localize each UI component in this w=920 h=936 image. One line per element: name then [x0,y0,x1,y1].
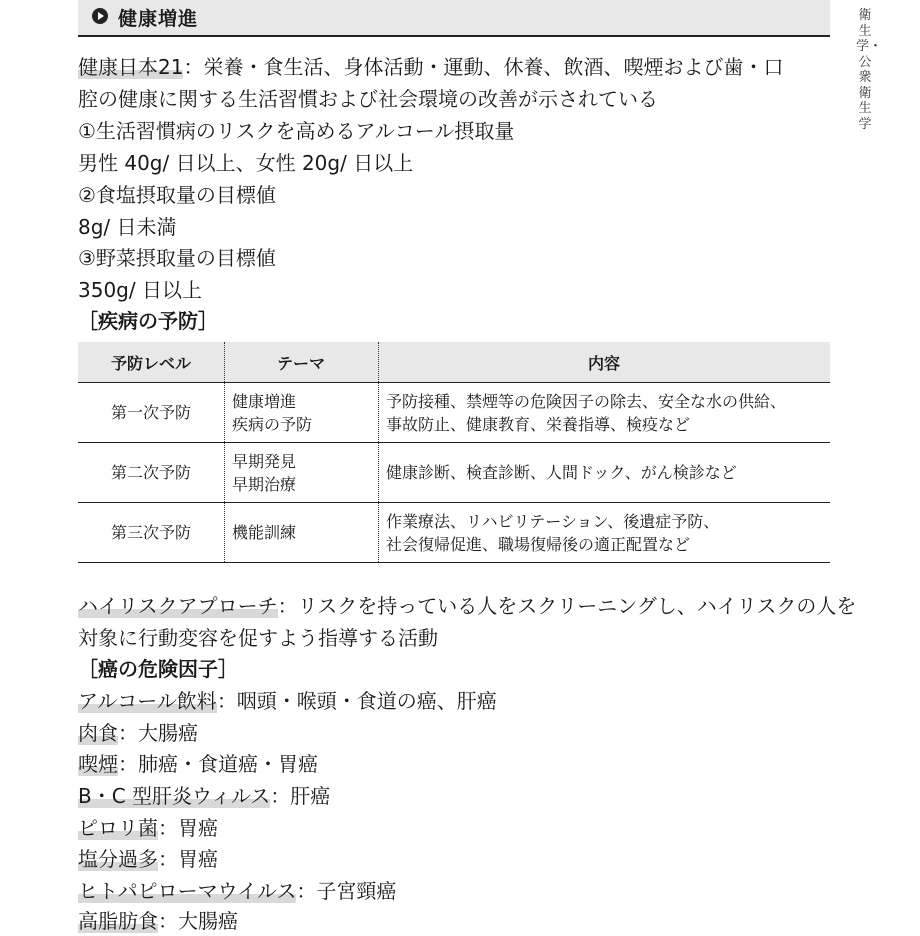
desc: ：大腸癌 [118,721,198,745]
list-item [78,876,396,906]
content-line: 作業療法、リハビリテーション、後遺症予防、 [386,511,720,531]
table-header-row [78,342,830,383]
cell-content [379,383,831,443]
header-level: 予防レベル [78,342,225,383]
desc: ：咽頭・喉頭・食道の癌、肝癌 [216,689,497,713]
cell-content [379,443,831,503]
header-content: 内容 [379,342,831,383]
salt-label: ②食塩摂取量の目標値 [78,183,276,207]
cancer-heading: ［癌の危険因子］ [78,657,238,681]
table-row-primary [78,383,830,443]
high-risk-line-1 [78,591,856,621]
play-circle-icon [92,8,108,24]
term: 高脂肪食 [78,909,158,933]
cell-level: 第二次予防 [78,443,225,503]
cell-level: 第三次予防 [78,503,225,563]
content-line: 健康診断、検査診断、人間ドック、がん検診など [386,463,737,482]
alcohol-value: 男性 40g/ 日以上、女性 20g/ 日以上 [78,151,414,175]
vegetable-label: ③野菜摂取量の目標値 [78,246,276,270]
intro-line-1 [78,52,783,82]
list-item [78,906,238,936]
theme-line: 機能訓練 [232,523,297,542]
desc: ：肝癌 [270,784,331,808]
cell-content [379,503,831,563]
high-risk-line-2: 対象に行動変容を促すよう指導する活動 [78,626,438,650]
list-item [78,813,218,843]
prevention-table [78,342,830,563]
cell-theme [225,443,379,503]
term: 塩分過多 [78,847,158,871]
table-row-tertiary [78,503,830,563]
cell-theme [225,503,379,563]
section-header [78,0,830,37]
list-item [78,686,497,716]
intro-line-1-text: ：栄養・食生活、身体活動・運動、休養、飲酒、喫煙および歯・口 [183,55,784,79]
theme-line: 健康増進 [232,391,297,411]
intro-line-2: 腔の健康に関する生活習慣および社会環境の改善が示されている [78,87,658,111]
desc: ：肺癌・食道癌・胃癌 [118,752,318,776]
content-line: 社会復帰促進、職場復帰後の適正配置など [386,534,691,554]
list-item [78,718,198,748]
term-kenko-nippon-21: 健康日本21 [78,55,184,79]
term: ヒトパピローマウイルス [78,879,297,903]
high-risk-line-1-text: ：リスクを持っている人をスクリーニングし、ハイリスクの人を [277,594,857,618]
alcohol-label: ①生活習慣病のリスクを高めるアルコール摂取量 [78,119,515,143]
term: 肉食 [78,721,118,745]
theme-line: 疾病の予防 [232,414,313,434]
content-line: 事故防止、健康教育、栄養指導、検疫など [386,414,691,434]
section-title: 健康増進 [118,8,199,30]
desc: ：子宮頸癌 [296,879,397,903]
desc: ：大腸癌 [158,909,238,933]
prevention-heading: ［疾病の予防］ [78,309,218,333]
term: B・C 型肝炎ウィルス [78,784,271,808]
cell-theme [225,383,379,443]
list-item [78,781,330,811]
term: アルコール飲料 [78,689,217,713]
side-chapter-label: 衛生学・公衆衛生学 [856,8,883,132]
term: ピロリ菌 [78,816,158,840]
salt-value: 8g/ 日未満 [78,215,177,239]
term-high-risk-approach: ハイリスクアプローチ [78,594,278,618]
term: 喫煙 [78,752,118,776]
theme-line: 早期発見 [232,451,297,471]
desc: ：胃癌 [158,847,218,871]
desc: ：胃癌 [158,816,218,840]
vegetable-value: 350g/ 日以上 [78,278,202,302]
cell-level: 第一次予防 [78,383,225,443]
header-theme: テーマ [225,342,379,383]
list-item [78,844,218,874]
content-line: 予防接種、禁煙等の危険因子の除去、安全な水の供給、 [386,391,787,411]
theme-line: 早期治療 [232,474,297,494]
list-item [78,749,318,779]
table-row-secondary [78,443,830,503]
